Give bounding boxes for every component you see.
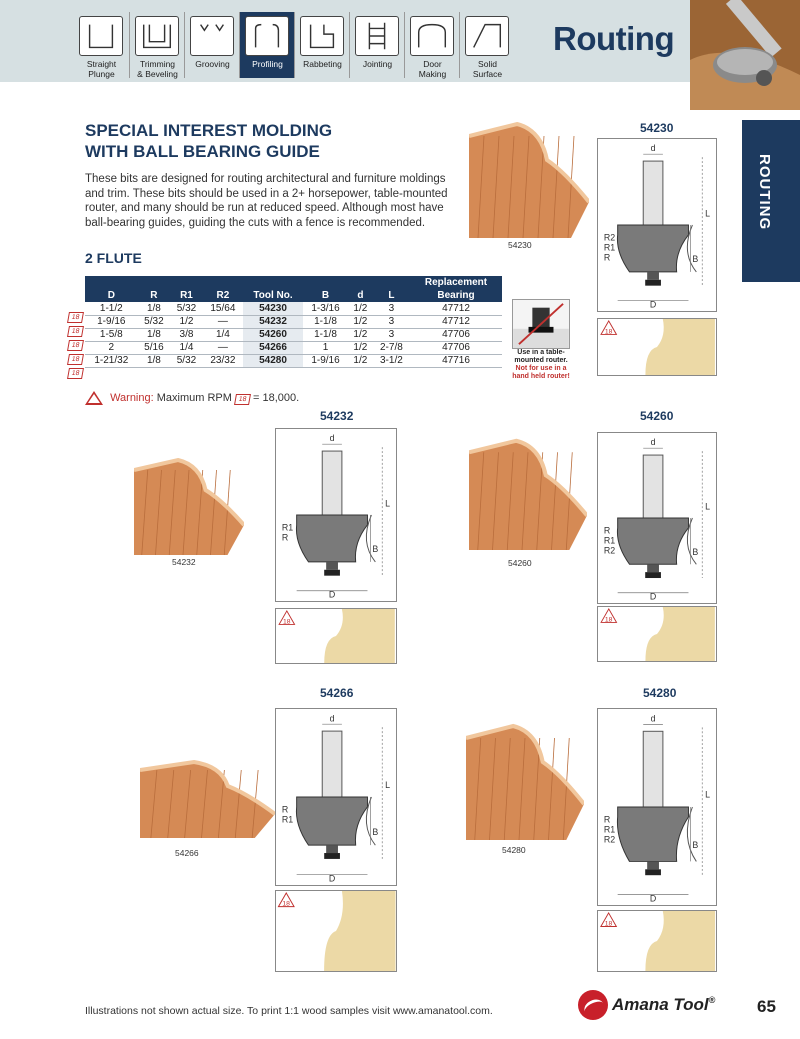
- cell-r2: —: [203, 315, 243, 328]
- trimming-icon: [135, 16, 179, 56]
- table-row: [85, 328, 502, 341]
- rpm-warning: [85, 391, 299, 405]
- wood-caption-54232: 54232: [172, 557, 196, 567]
- cell-bearing: 47706: [410, 328, 502, 341]
- router-no-handheld-icon: [512, 299, 570, 349]
- svg-text:L: L: [385, 780, 391, 791]
- category-grooving[interactable]: [184, 12, 239, 78]
- category-rabbeting[interactable]: [294, 12, 349, 78]
- warning-text-post: = 18,000.: [253, 391, 300, 404]
- category-profiling[interactable]: [239, 12, 294, 78]
- table-header: [85, 289, 502, 302]
- table-row: [85, 302, 502, 315]
- category-label: Solid Surface: [472, 59, 503, 79]
- rpm-badge: 18: [67, 326, 84, 337]
- product-label-54260: 54260: [640, 409, 674, 423]
- cell-r2: 1/4: [203, 328, 243, 341]
- cut-profile-54260: [597, 606, 717, 662]
- rpm-badge: 18: [67, 354, 84, 365]
- cell-tool-no-: 54232: [243, 315, 303, 328]
- svg-text:18: 18: [604, 920, 613, 928]
- svg-text:d: d: [329, 433, 335, 444]
- cell-b: 1-9/16: [303, 354, 348, 367]
- side-tab: ROUTING: [742, 120, 800, 282]
- cell-l: 3-1/2: [373, 354, 410, 367]
- category-trimming[interactable]: [129, 12, 184, 78]
- cell-d: 1/2: [348, 328, 373, 341]
- cell-d: 1/2: [348, 315, 373, 328]
- cell-r1: 5/32: [170, 302, 203, 315]
- product-label-54280: 54280: [643, 686, 677, 700]
- bit-diagram-54230: [597, 138, 717, 312]
- logo-mark-icon: [578, 990, 608, 1020]
- cell-b: 1-3/16: [303, 302, 348, 315]
- svg-text:d: d: [650, 437, 656, 448]
- svg-text:R: R: [603, 814, 611, 825]
- category-door[interactable]: [404, 12, 459, 78]
- wood-caption-54266: 54266: [175, 848, 199, 858]
- category-label: Profiling: [252, 59, 283, 69]
- cell-r1: 3/8: [170, 328, 203, 341]
- cell-d: 1/2: [348, 354, 373, 367]
- jointing-icon: [355, 16, 399, 56]
- cell-r2: 23/32: [203, 354, 243, 367]
- solid-surface-icon: [465, 16, 509, 56]
- svg-text:R1: R1: [603, 824, 616, 835]
- svg-text:B: B: [692, 546, 699, 557]
- col-r1: R1: [180, 290, 193, 301]
- cell-l: 2-7/8: [373, 341, 410, 354]
- svg-text:18: 18: [604, 616, 613, 624]
- cell-d: 1-21/32: [85, 354, 138, 367]
- cell-b: 1-1/8: [303, 328, 348, 341]
- svg-text:D: D: [649, 299, 657, 310]
- wood-sample-54260: [469, 435, 587, 550]
- cell-r2: 15/64: [203, 302, 243, 315]
- cell-l: 3: [373, 302, 410, 315]
- cell-bearing: 47706: [410, 341, 502, 354]
- cell-r1: 1/2: [170, 315, 203, 328]
- category-label: Trimming & Beveling: [137, 59, 178, 79]
- header-band: [0, 0, 690, 82]
- cell-l: 3: [373, 315, 410, 328]
- wood-sample-54266: [140, 758, 275, 838]
- cell-tool-no-: 54260: [243, 328, 303, 341]
- svg-text:R: R: [281, 532, 289, 543]
- svg-text:D: D: [649, 591, 657, 602]
- col-r: R: [150, 290, 158, 301]
- rpm-badge: 18: [67, 368, 84, 379]
- table-router-warning: Use in a table- mounted router. Not for use in a hand held router!: [512, 299, 570, 381]
- table-row: [85, 315, 502, 328]
- warning-text-pre: Maximum RPM: [156, 391, 232, 404]
- cell-l: 3: [373, 328, 410, 341]
- category-label: Straight Plunge: [86, 59, 117, 79]
- cut-profile-54230: [597, 318, 717, 376]
- cell-bearing: 47716: [410, 354, 502, 367]
- svg-text:L: L: [385, 498, 391, 509]
- svg-text:L: L: [705, 501, 711, 512]
- cell-r: 1/8: [138, 328, 171, 341]
- svg-text:d: d: [650, 143, 656, 154]
- svg-text:L: L: [705, 208, 711, 219]
- svg-text:d: d: [650, 713, 656, 724]
- rpm-badge: 18: [67, 340, 84, 351]
- cell-r: 1/8: [138, 354, 171, 367]
- bit-diagram-54280: [597, 708, 717, 906]
- cell-b: 1: [303, 341, 348, 354]
- svg-text:R2: R2: [603, 545, 616, 556]
- table-header-top: [85, 276, 502, 289]
- cell-tool-no-: 54266: [243, 341, 303, 354]
- category-solid[interactable]: [459, 12, 514, 78]
- wood-caption-54260: 54260: [508, 558, 532, 568]
- svg-text:R: R: [281, 804, 289, 815]
- cell-d: 1-9/16: [85, 315, 138, 328]
- page-title: Routing: [553, 20, 675, 57]
- cell-r: 1/8: [138, 302, 171, 315]
- router-bit-photo: [690, 0, 800, 110]
- svg-text:R2: R2: [603, 834, 616, 845]
- col-d: d: [357, 290, 364, 301]
- svg-text:R: R: [603, 252, 611, 263]
- col-l: L: [388, 290, 395, 301]
- cell-d: 1-1/2: [85, 302, 138, 315]
- cell-tool-no-: 54280: [243, 354, 303, 367]
- cell-r2: —: [203, 341, 243, 354]
- category-label: Jointing: [362, 59, 393, 69]
- bit-diagram-54266: [275, 708, 397, 886]
- cell-d: 1-5/8: [85, 328, 138, 341]
- cut-profile-54266: [275, 890, 397, 972]
- col-tool-no-: Tool No.: [253, 290, 293, 301]
- grooving-icon: [190, 16, 234, 56]
- header-replacement: Replacement: [424, 277, 488, 288]
- cell-r: 5/32: [138, 315, 171, 328]
- cell-d: 2: [85, 341, 138, 354]
- svg-text:D: D: [328, 873, 336, 884]
- amana-logo: Amana Tool®: [578, 990, 715, 1020]
- cell-r1: 5/32: [170, 354, 203, 367]
- wood-sample-54232: [134, 455, 244, 555]
- door-making-icon: [410, 16, 454, 56]
- svg-text:D: D: [328, 589, 336, 600]
- svg-text:B: B: [372, 544, 379, 555]
- wood-sample-54280: [466, 720, 584, 840]
- rpm-badge: 18: [67, 312, 84, 323]
- wood-sample-54230: [469, 118, 589, 238]
- section-title: SPECIAL INTEREST MOLDING WITH BALL BEARING GUIDE: [85, 121, 333, 161]
- svg-text:18: 18: [282, 618, 291, 626]
- warning-label: Warning:: [110, 391, 154, 404]
- rpm-badge: 18: [234, 394, 251, 405]
- col-d: D: [107, 290, 115, 301]
- profiling-icon: [245, 16, 289, 56]
- svg-text:d: d: [329, 713, 335, 724]
- cell-tool-no-: 54230: [243, 302, 303, 315]
- col-bearing: Bearing: [437, 290, 475, 301]
- category-straight[interactable]: [74, 12, 129, 78]
- svg-text:D: D: [649, 893, 657, 904]
- cell-bearing: 47712: [410, 315, 502, 328]
- wood-caption-54230: 54230: [508, 240, 532, 250]
- svg-text:R1: R1: [603, 535, 616, 546]
- category-jointing[interactable]: [349, 12, 404, 78]
- spec-table: [85, 276, 502, 368]
- svg-text:R2: R2: [603, 232, 616, 243]
- svg-text:18: 18: [604, 328, 613, 336]
- product-label-54232: 54232: [320, 409, 354, 423]
- warning-icon: [85, 391, 103, 405]
- svg-text:R1: R1: [603, 242, 616, 253]
- bit-diagram-54260: [597, 432, 717, 604]
- svg-text:R1: R1: [281, 814, 294, 825]
- category-nav: [74, 12, 514, 78]
- page-number: 65: [757, 997, 776, 1016]
- svg-text:R: R: [603, 525, 611, 536]
- rabbeting-icon: [300, 16, 344, 56]
- svg-text:B: B: [692, 254, 699, 265]
- footer-note: Illustrations not shown actual size. To print 1:1 wood samples visit www.amanatool.com.: [85, 1005, 493, 1017]
- cell-bearing: 47712: [410, 302, 502, 315]
- cell-b: 1-1/8: [303, 315, 348, 328]
- table-row: [85, 341, 502, 354]
- svg-text:18: 18: [282, 900, 290, 908]
- cell-d: 1/2: [348, 341, 373, 354]
- wood-caption-54280: 54280: [502, 845, 526, 855]
- section-description: These bits are designed for routing architectural and furniture moldings and trim. These bits should be used in a 2+ horsepower, table-mounted router, and many should be run at reduced speed. Although most have ball-bearing guides, guiding the cuts with a fence is recommended.: [85, 173, 448, 229]
- product-label-54266: 54266: [320, 686, 354, 700]
- bit-diagram-54232: [275, 428, 397, 602]
- category-label: Door Making: [418, 59, 447, 79]
- svg-text:R1: R1: [281, 522, 294, 533]
- cell-d: 1/2: [348, 302, 373, 315]
- cell-r: 5/16: [138, 341, 171, 354]
- cell-r1: 1/4: [170, 341, 203, 354]
- cut-profile-54232: [275, 608, 397, 664]
- svg-text:B: B: [692, 839, 699, 850]
- svg-text:B: B: [372, 826, 379, 837]
- category-label: Rabbeting: [303, 59, 342, 69]
- svg-text:L: L: [705, 789, 711, 800]
- col-r2: R2: [216, 290, 230, 301]
- col-b: B: [321, 290, 330, 301]
- cut-profile-54280: [597, 910, 717, 972]
- category-label: Grooving: [195, 59, 230, 69]
- straight-plunge-icon: [79, 16, 123, 56]
- flute-subhead: 2 FLUTE: [85, 250, 142, 266]
- table-row: [85, 354, 502, 367]
- product-label-54230: 54230: [640, 121, 674, 135]
